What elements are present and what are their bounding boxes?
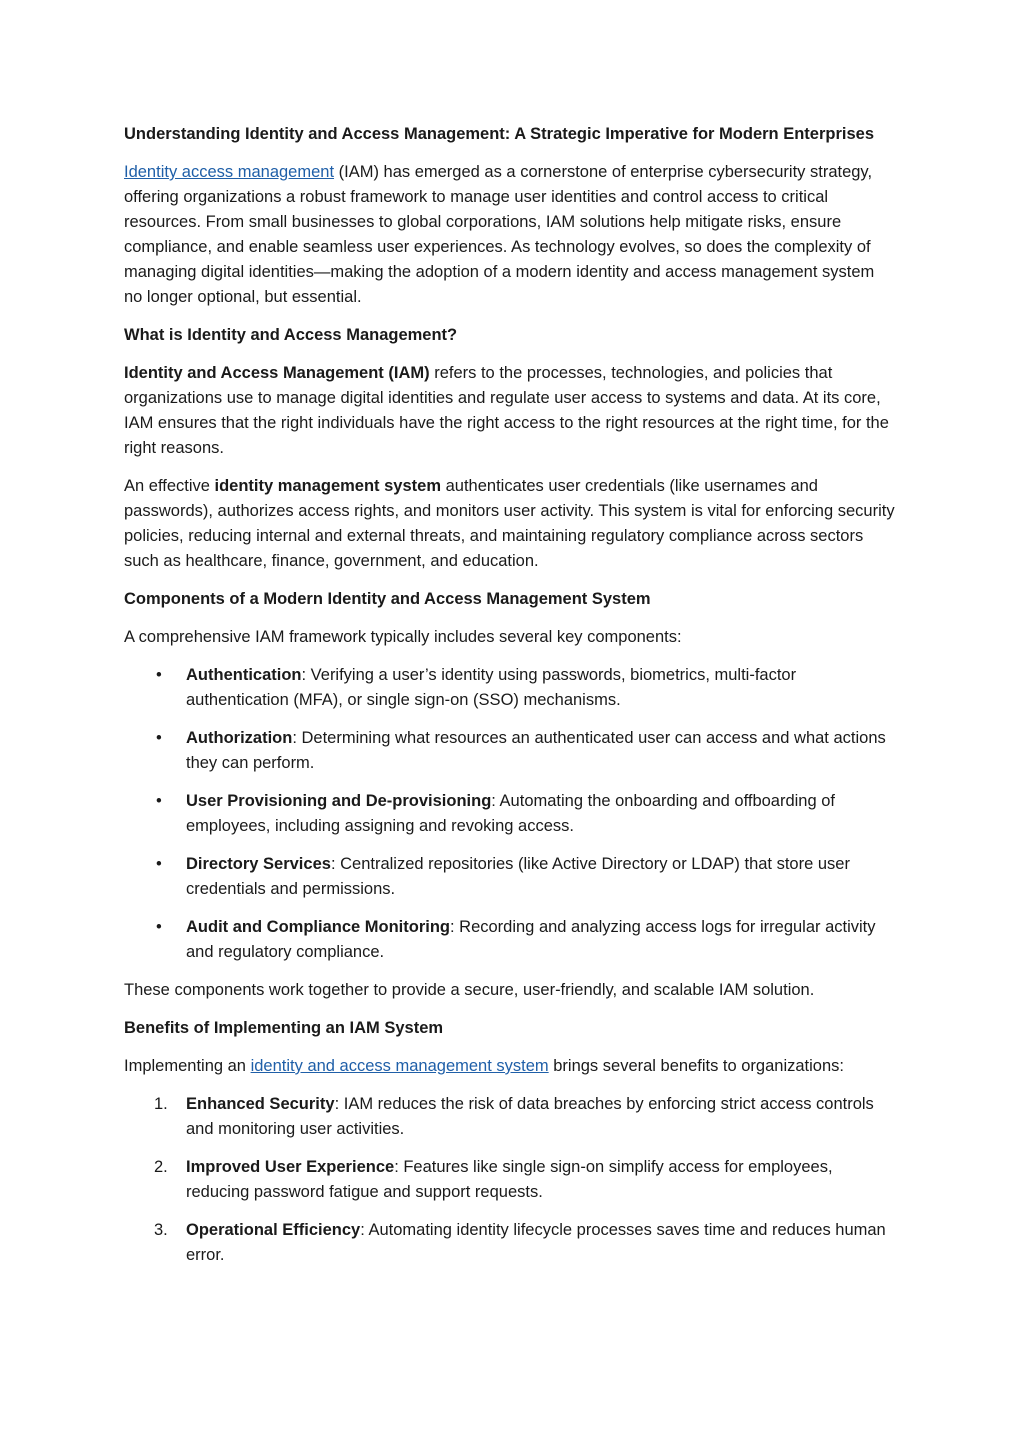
number-marker: 2. (154, 1158, 168, 1176)
number-marker: 1. (154, 1095, 168, 1113)
intro-text: (IAM) has emerged as a cornerstone of enterprise cybersecurity strategy, offering organizations a robust framework to manage user identities and control access to critical resources. From small businesses to global corporations, IAM solutions help mitigate risks, ensure compliance, and enable seamless user experiences. As technology evolves, so does the complexity of managing digital identities—making the adoption of a modern identity and access management system no longer optional, but essential. (124, 163, 875, 306)
definition-paragraph (124, 361, 896, 461)
intro-paragraph (124, 160, 896, 310)
bullet-marker: • (156, 729, 162, 747)
list-item (124, 726, 896, 776)
system-paragraph (124, 474, 896, 574)
benefits-list (124, 1092, 896, 1268)
bullet-marker: • (156, 792, 162, 810)
components-outro: These components work together to provide a secure, user-friendly, and scalable IAM solution. (124, 981, 815, 999)
list-item (124, 915, 896, 965)
section-heading-what-is-iam: What is Identity and Access Management? (124, 326, 458, 344)
item-text: : Verifying a user’s identity using passwords, biometrics, multi-factor authentication (MFA), or single sign-on (SSO) mechanisms. (186, 666, 797, 709)
benefits-intro-pre: Implementing an (124, 1057, 251, 1075)
item-text: : Determining what resources an authenticated user can access and what actions they can perform. (186, 729, 886, 772)
list-item (124, 1155, 896, 1205)
item-text: : IAM reduces the risk of data breaches by enforcing strict access controls and monitoring user activities. (186, 1095, 874, 1138)
item-term: Authorization (186, 729, 293, 747)
item-text: : Centralized repositories (like Active Directory or LDAP) that store user credentials and permissions. (186, 855, 850, 898)
list-item (124, 1092, 896, 1142)
benefits-intro-post: brings several benefits to organizations: (548, 1057, 844, 1075)
system-text: authenticates user credentials (like usernames and passwords), authorizes access rights, and monitors user activity. This system is vital for enforcing security policies, reducing internal and external threats, and maintaining regulatory compliance across sectors such as healthcare, finance, government, and education. (124, 477, 895, 570)
item-term: Enhanced Security (186, 1095, 335, 1113)
definition-term: Identity and Access Management (IAM) (124, 364, 430, 382)
components-intro: A comprehensive IAM framework typically includes several key components: (124, 628, 682, 646)
list-item (124, 1218, 896, 1268)
document-title: Understanding Identity and Access Management: A Strategic Imperative for Modern Enterprises (124, 125, 875, 143)
bullet-marker: • (156, 666, 162, 684)
definition-text: refers to the processes, technologies, and policies that organizations use to manage digital identities and regulate user access to systems and data. At its core, IAM ensures that the right individuals have the right access to the right resources at the right time, for the right reasons. (124, 364, 889, 457)
item-term: Operational Efficiency (186, 1221, 361, 1239)
list-item (124, 663, 896, 713)
item-text: : Features like single sign-on simplify access for employees, reducing password fatigue and support requests. (186, 1158, 833, 1201)
item-term: Authentication (186, 666, 302, 684)
benefits-intro (124, 1054, 896, 1079)
number-marker: 3. (154, 1221, 168, 1239)
item-text: : Automating the onboarding and offboarding of employees, including assigning and revoking access. (186, 792, 836, 835)
system-term: identity management system (214, 477, 442, 495)
iam-link[interactable]: Identity access management (124, 163, 335, 181)
item-text: : Automating identity lifecycle processes saves time and reduces human error. (186, 1221, 886, 1264)
item-term: Directory Services (186, 855, 331, 873)
document-page (124, 122, 896, 1281)
components-list (124, 663, 896, 965)
section-heading-components: Components of a Modern Identity and Access Management System (124, 590, 651, 608)
item-term: User Provisioning and De-provisioning (186, 792, 492, 810)
item-term: Audit and Compliance Monitoring (186, 918, 450, 936)
iam-system-link[interactable]: identity and access management system (250, 1057, 549, 1075)
bullet-marker: • (156, 855, 162, 873)
list-item (124, 852, 896, 902)
item-text: : Recording and analyzing access logs for irregular activity and regulatory compliance. (186, 918, 876, 961)
list-item (124, 789, 896, 839)
section-heading-benefits: Benefits of Implementing an IAM System (124, 1019, 444, 1037)
item-term: Improved User Experience (186, 1158, 395, 1176)
bullet-marker: • (156, 918, 162, 936)
system-text-pre: An effective (124, 477, 215, 495)
